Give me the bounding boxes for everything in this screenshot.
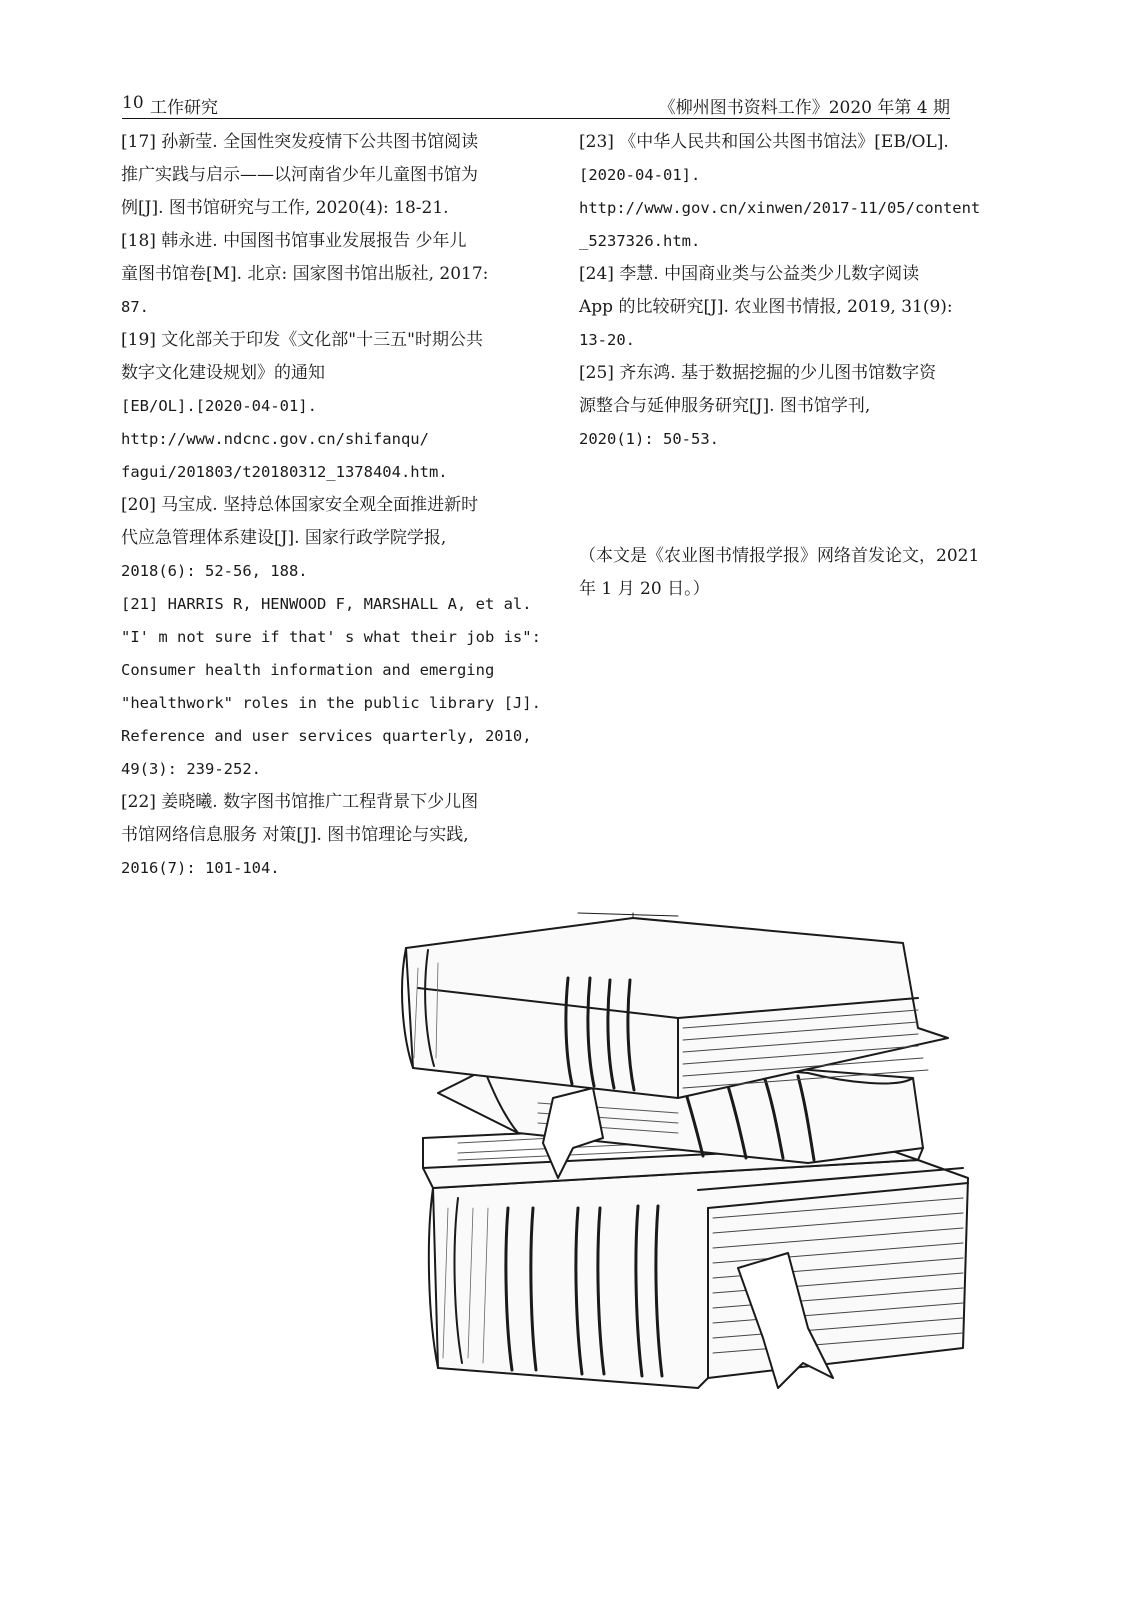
reference-line: 例[J]. 图书馆研究与工作, 2020(4): 18-21. xyxy=(121,198,449,218)
reference-item xyxy=(121,324,541,489)
reference-line: 2020(1): 50-53. xyxy=(579,430,719,448)
note-line: 年 1 月 20 日。） xyxy=(579,579,710,599)
header-rule xyxy=(122,118,950,119)
reference-line: [20] 马宝成. 坚持总体国家安全观全面推进新时 xyxy=(121,495,479,515)
reference-line: [24] 李慧. 中国商业类与公益类少儿数字阅读 xyxy=(579,264,920,284)
references-right-column xyxy=(579,126,999,456)
reference-line: 2016(7): 101-104. xyxy=(121,859,280,877)
reference-line: [19] 文化部关于印发《文化部"十三五"时期公共 xyxy=(121,330,483,350)
section-title: 工作研究 xyxy=(150,98,218,118)
publication-note xyxy=(579,540,999,606)
reference-line: _5237326.htm. xyxy=(579,232,701,250)
reference-line: http://www.gov.cn/xinwen/2017-11/05/content xyxy=(579,199,981,217)
reference-item xyxy=(579,357,999,456)
page-number: 10 xyxy=(122,93,144,113)
note-line: （本文是《农业图书情报学报》网络首发论文，2021 xyxy=(579,546,980,566)
reference-line: Consumer health information and emerging xyxy=(121,661,495,679)
reference-line: Reference and user services quarterly, 2010, xyxy=(121,727,532,745)
reference-line: 源整合与延伸服务研究[J]. 图书馆学刊, xyxy=(579,396,871,416)
references-left-column xyxy=(121,126,541,885)
reference-line: [22] 姜晓曦. 数字图书馆推广工程背景下少儿图 xyxy=(121,792,479,812)
reference-line: 童图书馆卷[M]. 北京: 国家图书馆出版社, 2017: xyxy=(121,264,489,284)
reference-line: 数字文化建设规划》的通知 xyxy=(121,363,325,383)
reference-item xyxy=(121,225,541,324)
reference-item xyxy=(121,489,541,588)
reference-line: 代应急管理体系建设[J]. 国家行政学院学报, xyxy=(121,528,447,548)
reference-line: "I' m not sure if that' s what their job is": xyxy=(121,628,541,646)
reference-item xyxy=(579,258,999,357)
reference-line: 13-20. xyxy=(579,331,635,349)
reference-line: [2020-04-01]. xyxy=(579,166,701,184)
reference-item xyxy=(121,786,541,885)
reference-line: 2018(6): 52-56, 188. xyxy=(121,562,308,580)
reference-line: 49(3): 239-252. xyxy=(121,760,261,778)
reference-line: [17] 孙新莹. 全国性突发疫情下公共图书馆阅读 xyxy=(121,132,479,152)
reference-line: fagui/201803/t20180312_1378404.htm. xyxy=(121,463,448,481)
reference-line: http://www.ndcnc.gov.cn/shifanqu/ xyxy=(121,430,429,448)
reference-item xyxy=(121,126,541,225)
reference-line: [23] 《中华人民共和国公共图书馆法》[EB/OL]. xyxy=(579,132,949,152)
reference-item xyxy=(121,588,541,786)
reference-line: [21] HARRIS R, HENWOOD F, MARSHALL A, et al. xyxy=(121,595,532,613)
reference-line: 87. xyxy=(121,298,149,316)
reference-line: App 的比较研究[J]. 农业图书情报, 2019, 31(9): xyxy=(579,297,953,317)
reference-item xyxy=(579,126,999,258)
journal-title: 《柳州图书资料工作》2020 年第 4 期 xyxy=(658,98,950,118)
reference-line: [EB/OL].[2020-04-01]. xyxy=(121,397,317,415)
reference-line: 书馆网络信息服务 对策[J]. 图书馆理论与实践, xyxy=(121,825,469,845)
stacked-books-sketch-icon xyxy=(378,908,978,1406)
reference-line: 推广实践与启示——以河南省少年儿童图书馆为 xyxy=(121,165,478,185)
reference-line: [18] 韩永进. 中国图书馆事业发展报告 少年儿 xyxy=(121,231,467,251)
page-header xyxy=(122,93,950,121)
reference-line: "healthwork" roles in the public library [J]. xyxy=(121,694,541,712)
reference-line: [25] 齐东鸿. 基于数据挖掘的少儿图书馆数字资 xyxy=(579,363,937,383)
